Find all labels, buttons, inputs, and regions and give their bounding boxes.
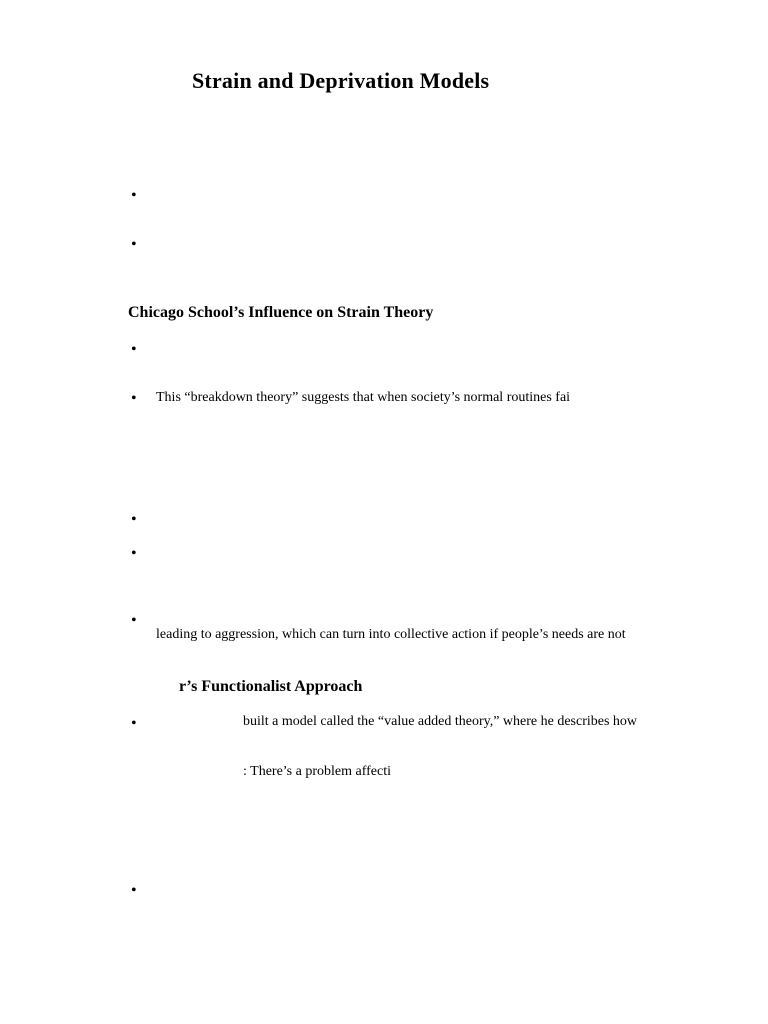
bullet-marker: •	[131, 511, 137, 528]
bullet-marker: •	[131, 236, 137, 253]
page-title: Strain and Deprivation Models	[192, 68, 490, 93]
list-item-text: built a model called the “value added theory,” where he describes how	[243, 714, 638, 729]
bullet-marker: •	[131, 390, 137, 407]
list-item-text: This “breakdown theory” suggests that when society’s normal routines fai	[156, 390, 571, 405]
bullet-marker: •	[131, 341, 137, 358]
list-item-subtext: : There’s a problem affecti	[243, 764, 391, 779]
list-item-text: leading to aggression, which can turn into collective action if people’s needs are not	[156, 627, 626, 642]
bullet-marker: •	[131, 612, 137, 629]
bullet-marker: •	[131, 187, 137, 204]
section-heading-functionalist-approach: r’s Functionalist Approach	[179, 678, 363, 695]
bullet-marker: •	[131, 545, 137, 562]
bullet-marker: •	[131, 715, 137, 732]
section-heading-chicago-school: Chicago School’s Influence on Strain Theory	[128, 304, 434, 321]
bullet-marker: •	[131, 882, 137, 899]
